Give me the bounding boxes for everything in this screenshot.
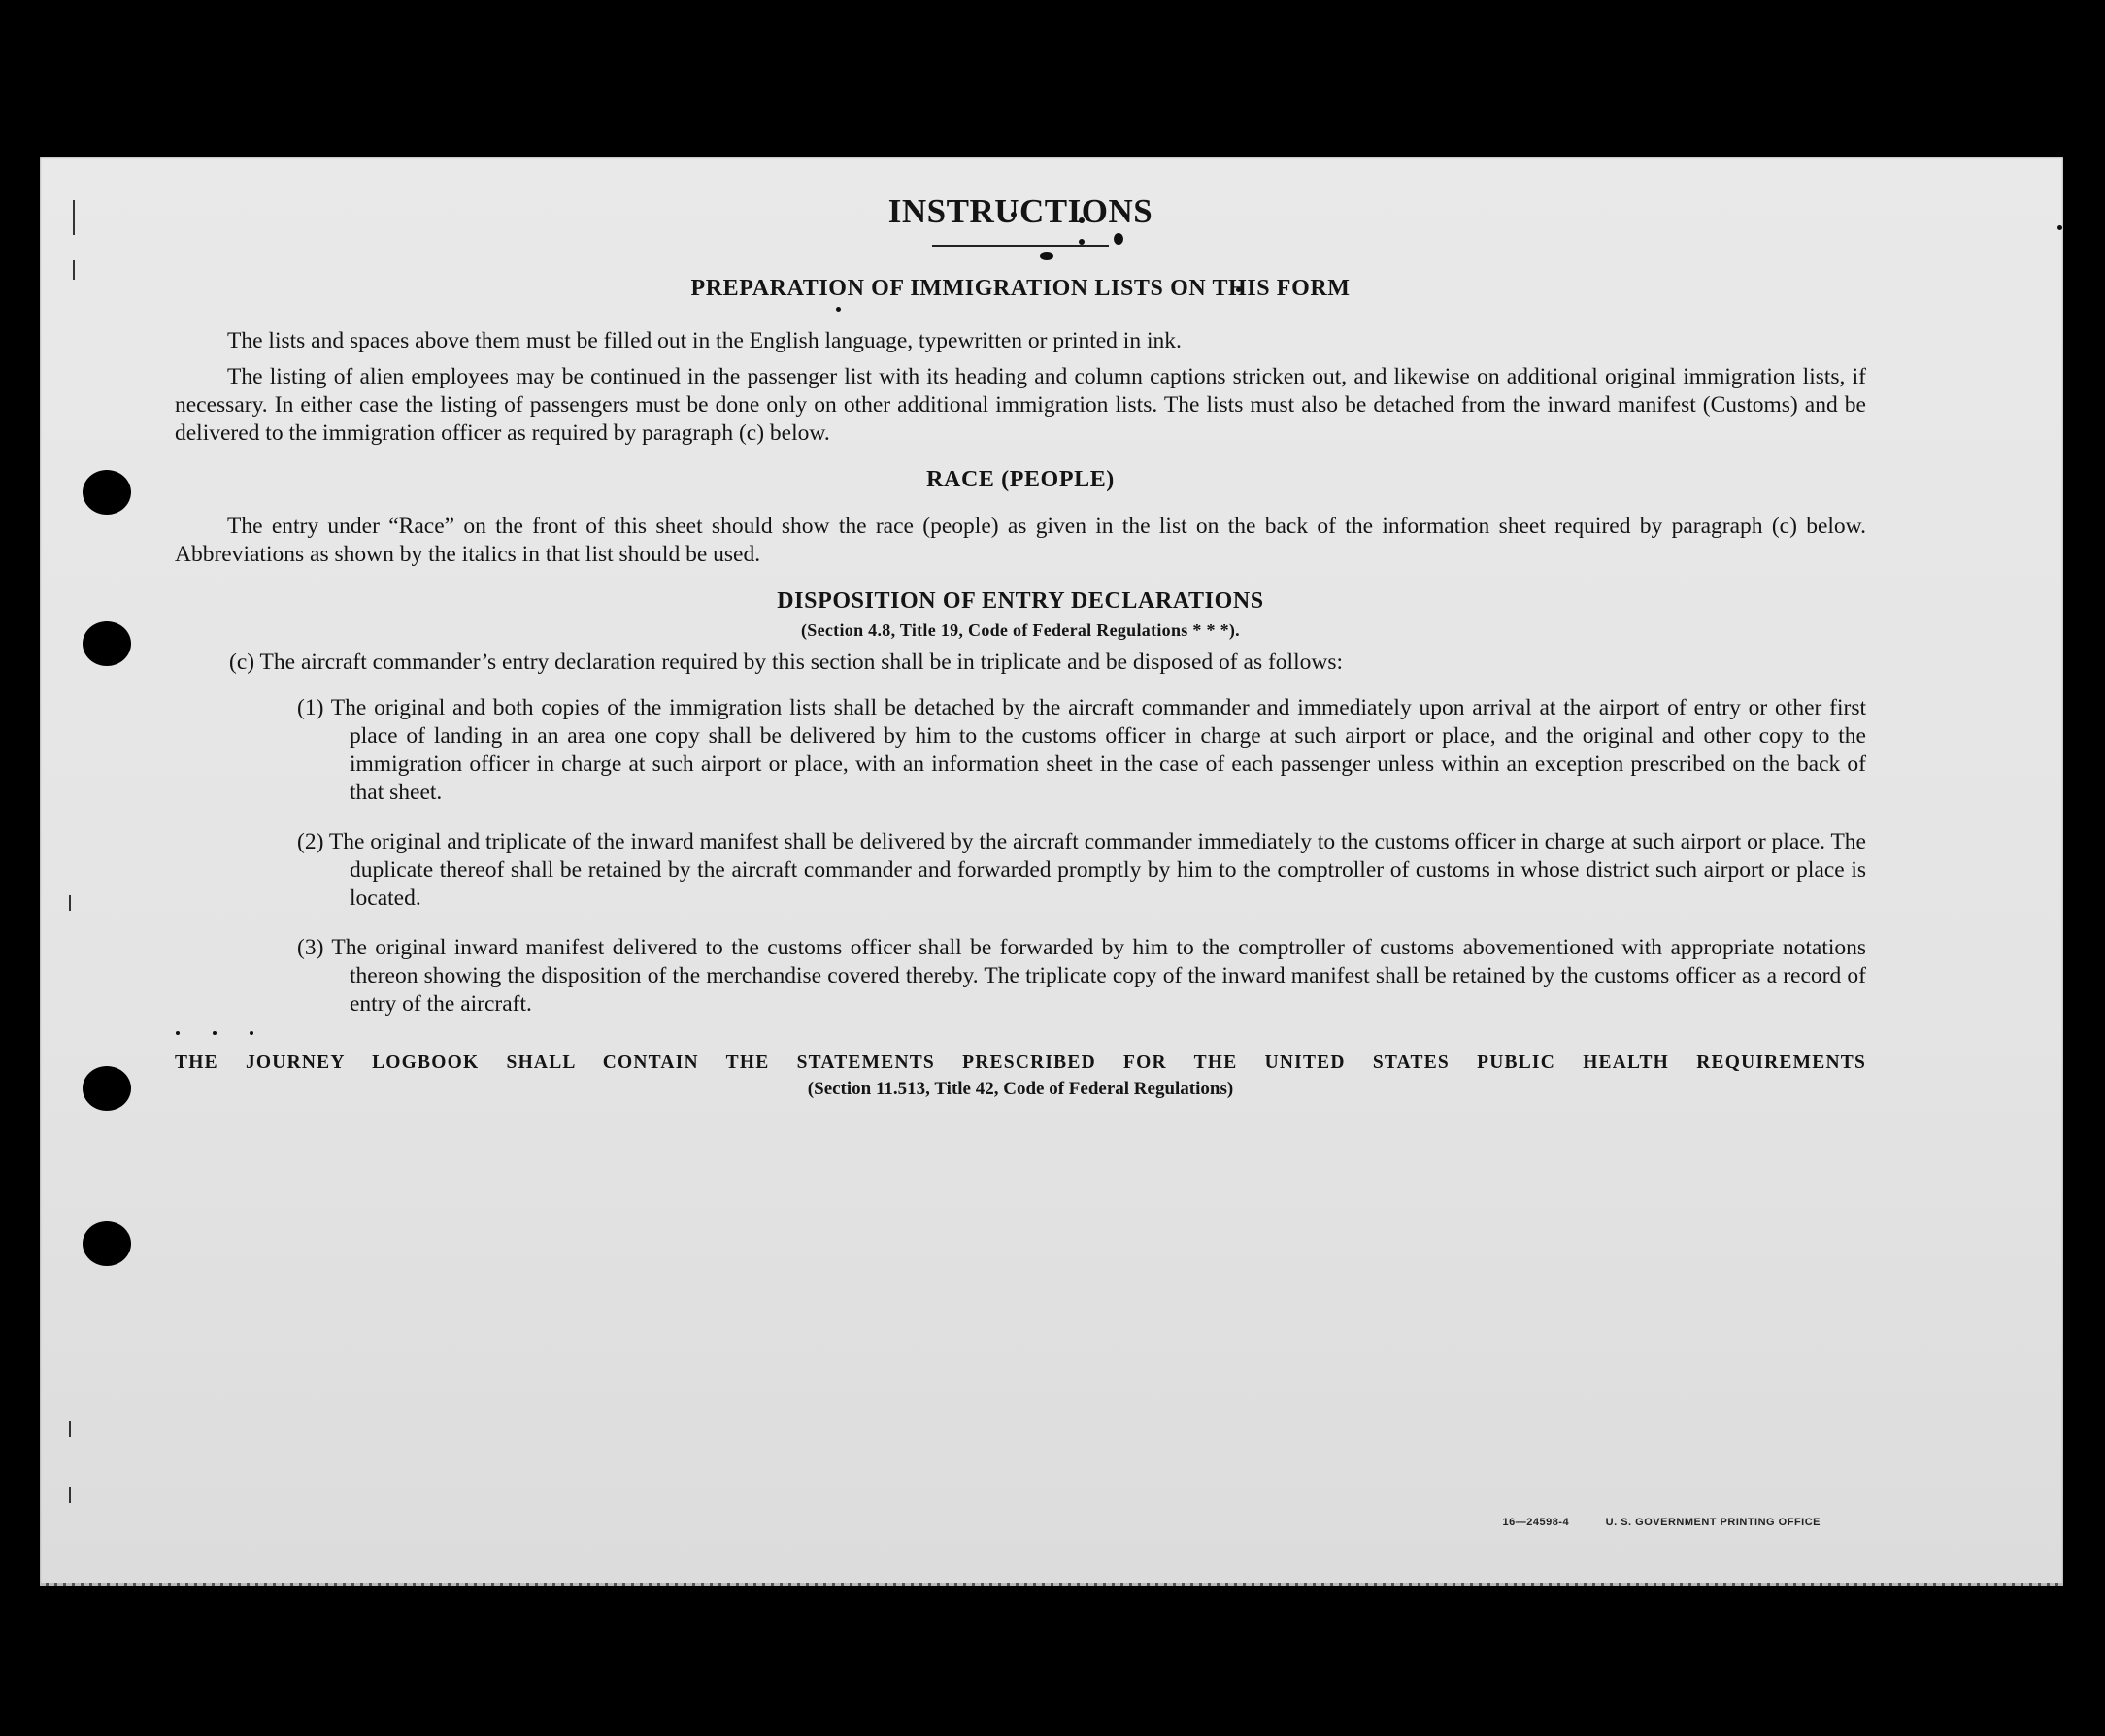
margin-mark — [73, 200, 75, 235]
page-title: INSTRUCTIONS — [887, 192, 1153, 230]
list-item: (3) The original inward manifest delivered to the customs officer shall be forwarded by him to the comptroller of customs abovementioned with appropriate notations thereon showing the disposition of the merchandise covered thereby. The triplicate copy of the inward manifest shall be retained by the customs officer as a record of entry of the aircraft. — [297, 935, 1866, 1017]
regulation-citation: (Section 4.8, Title 19, Code of Federal Regulations * * *). — [800, 620, 1240, 640]
paragraph: The entry under “Race” on the front of this sheet should show the race (people) as given in the list on the back of the information sheet required by paragraph (c) below. Abbreviations as shown by the italics in that list should be used. — [175, 514, 1866, 567]
instructions-body — [175, 192, 1866, 1100]
margin-mark — [69, 895, 71, 911]
clause-c: (c) The aircraft commander’s entry declaration required by this section shall be in triplicate and be disposed of as follows: — [229, 650, 1343, 675]
margin-mark — [69, 1421, 71, 1437]
paragraph: The lists and spaces above them must be filled out in the English language, typewritten or printed in ink. — [227, 328, 1182, 353]
margin-mark — [73, 260, 75, 280]
paragraph: The listing of alien employees may be continued in the passenger list with its heading and column captions stricken out, and likewise on additional original immigration lists, if necessary. In either case the listing of passengers must be done only on other additional immigration lists. The lists must also be detached from the inward manifest (Customs) and be delivered to the immigration officer as required by paragraph (c) below. — [175, 364, 1866, 446]
punch-hole — [83, 1221, 131, 1266]
ink-speck — [2057, 225, 2062, 230]
title-rule — [932, 245, 1109, 247]
punch-hole — [83, 470, 131, 515]
section-heading-preparation: PREPARATION OF IMMIGRATION LISTS ON THIS FORM — [690, 276, 1351, 301]
requirement-citation: (Section 11.513, Title 42, Code of Federal Regulations) — [807, 1079, 1234, 1099]
printer-credit: U. S. GOVERNMENT PRINTING OFFICE — [1605, 1517, 1821, 1528]
punch-hole — [83, 1066, 131, 1111]
list-item: (2) The original and triplicate of the inward manifest shall be delivered by the aircraft commander immediately to the customs officer in charge at such airport or place. The duplicate thereof shall be retained by the aircraft commander and forwarded promptly by him to the comptroller of customs in whose district such airport or place is located. — [297, 829, 1866, 911]
health-requirement: THE JOURNEY LOGBOOK SHALL CONTAIN THE STATEMENTS PRESCRIBED FOR THE UNITED STATES PUBLIC HEALTH REQUIREMENTS — [175, 1052, 1866, 1073]
section-heading-race: RACE (PEOPLE) — [926, 467, 1115, 492]
section-heading-disposition: DISPOSITION OF ENTRY DECLARATIONS — [777, 588, 1264, 614]
print-footer — [1469, 1517, 1821, 1528]
margin-mark — [69, 1487, 71, 1503]
punch-hole — [83, 621, 131, 666]
form-code: 16—24598-4 — [1502, 1517, 1570, 1528]
perforated-edge — [40, 1583, 2063, 1586]
list-item: (1) The original and both copies of the immigration lists shall be detached by the aircraft commander and immediately upon arrival at the airport of entry or other first place of landing in an area one copy shall be delivered by him to the customs officer in charge at such airport or place, and the original and other copy to the immigration officer in charge at such airport or place, with an information sheet in the case of each passenger unless within an exception prescribed on the back of that sheet. — [297, 695, 1866, 805]
